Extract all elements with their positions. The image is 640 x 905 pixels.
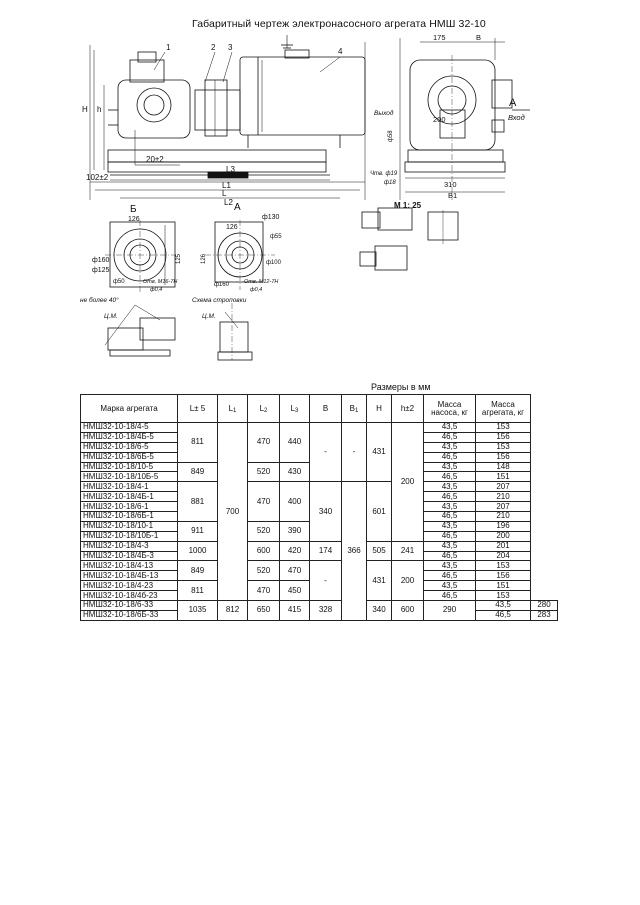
sling-angle: не более 40° [80,297,119,304]
table-cell: 280 [531,601,558,611]
table-cell: 153 [476,561,531,571]
table-row [81,541,558,551]
table-cell: 207 [476,482,531,492]
table-cell: 46,5 [424,512,476,522]
table-cell: 46,5 [424,571,476,581]
table-cell: 210 [476,512,531,522]
dim-f58: ф58 [388,130,394,142]
view-b-dim-50: ф50 [113,279,125,285]
col-l2: $L_2$ [248,395,280,423]
dim-20: 20±2 [146,155,164,164]
table-cell: 650 [248,601,280,621]
table-cell: - [310,423,342,482]
section-a-label: A [509,97,517,109]
dim-l2: L2 [224,198,233,207]
col-h-small: h±2 [392,395,424,423]
table-cell: 811 [178,423,218,463]
sling-title: Схема строповки [192,297,247,304]
table-cell: 46,5 [424,591,476,601]
dim-holes: Чтв. ф19 [370,171,398,177]
end-view [360,33,530,270]
table-cell: 450 [280,581,310,601]
dim-h-label: H [82,105,88,114]
table-cell: 520 [248,561,280,581]
table-cell: 1035 [178,601,218,621]
table-cell: 600 [392,601,424,621]
table-cell: НМШ32-10-18/4-1 [81,482,178,492]
table-header-row [81,395,558,423]
technical-drawing [0,0,640,380]
view-b-dim-126: 126 [128,216,140,223]
table-cell: 431 [367,423,392,482]
sling-cm-1: Ц.М. [104,313,118,320]
table-cell: 470 [248,482,280,522]
table-cell: НМШ32-10-18/6Б-5 [81,452,178,462]
inlet-label: Вход [508,113,525,122]
col-unit-mass: Масса агрегата, кг [476,395,531,423]
table-cell: НМШ32-10-18/4-13 [81,561,178,571]
table-cell: 812 [218,601,248,621]
table-cell: 505 [367,541,392,561]
col-h: H [367,395,392,423]
table-row [81,423,558,433]
view-a-dim-126: 126 [226,224,238,231]
table-cell: 340 [310,482,342,541]
dim-102: 102±2 [86,173,109,182]
table-cell: 520 [248,462,280,482]
table-cell: 201 [476,541,531,551]
table-cell: 46,5 [424,432,476,442]
table-cell: НМШ32-10-18/4-3 [81,541,178,551]
table-cell: НМШ32-10-18/4Б-5 [81,432,178,442]
table-cell: 290 [424,601,476,621]
col-b: B [310,395,342,423]
table-cell: 43,5 [424,521,476,531]
table-cell: 153 [476,442,531,452]
col-l3: $L_3$ [280,395,310,423]
spec-table [80,394,558,621]
view-a-dim-130: ф130 [262,214,280,221]
dim-l3: L3 [226,165,235,174]
view-a-dim-126v: 126 [201,253,207,264]
dim-l1: L1 [222,181,231,190]
table-row [81,482,558,492]
view-a-dim-160: ф160 [214,282,229,288]
dim-175: 175 [433,33,446,42]
table-cell: НМШ32-10-18/10-5 [81,462,178,472]
table-cell: НМШ32-10-18/10-1 [81,521,178,531]
table-cell: 241 [392,541,424,561]
table-cell: 204 [476,551,531,561]
table-cell: НМШ32-10-18/6Б-1 [81,512,178,522]
scale-label: М 1: 25 [394,201,422,210]
sling-scheme [80,296,252,360]
table-row [81,601,558,611]
callout-4: 4 [338,47,343,56]
table-cell: 46,5 [424,551,476,561]
dim-200: 200 [433,115,446,124]
table-cell: 415 [280,601,310,621]
table-cell: 210 [476,492,531,502]
table-cell: 811 [178,581,218,601]
sling-cm-2: Ц.М. [202,313,216,320]
view-b-dim-125v: 125 [176,253,182,264]
view-b-tol: ф0,4 [150,287,163,293]
table-cell: 200 [392,561,424,601]
table-cell: 43,5 [476,601,531,611]
side-view [82,35,365,207]
view-b-holes: Отв. М16-7Н [143,279,178,285]
table-cell: 156 [476,571,531,581]
table-cell: 430 [280,462,310,482]
table-cell: 43,5 [424,442,476,452]
callout-2: 2 [211,43,216,52]
col-l1: $L_1$ [218,395,248,423]
table-cell: 1000 [178,541,218,561]
table-cell: НМШ32-10-18/4Б-1 [81,492,178,502]
col-l: L± 5 [178,395,218,423]
table-cell: 400 [280,482,310,522]
dim-b: B [476,33,482,42]
table-cell: НМШ32-10-18/10Б-1 [81,531,178,541]
table-cell: 151 [476,581,531,591]
table-cell: 156 [476,452,531,462]
table-cell: 470 [248,581,280,601]
table-cell: НМШ32-10-18/6-5 [81,442,178,452]
dim-b1: B1 [448,191,458,200]
table-cell: 46,5 [476,610,531,620]
table-cell: 148 [476,462,531,472]
table-cell: НМШ32-10-18/4-23 [81,581,178,591]
table-cell: 43,5 [424,581,476,591]
table-cell: 340 [367,601,392,621]
table-cell: - [342,423,367,482]
view-a-dim-100: ф100 [266,260,281,266]
table-cell: НМШ32-10-18/4-5 [81,423,178,433]
table-cell: 207 [476,502,531,512]
table-cell: 470 [248,423,280,463]
table-row [81,561,558,571]
table-cell: 46,5 [424,472,476,482]
table-cell: 420 [280,541,310,561]
table-cell: 43,5 [424,462,476,472]
dim-h-small-label: h [97,105,102,114]
table-cell: 849 [178,462,218,482]
col-pump-mass: Масса насоса, кг [424,395,476,423]
view-b-title: Б [130,204,137,215]
table-cell: 156 [476,432,531,442]
callout-3: 3 [228,43,233,52]
table-cell: НМШ32-10-18/10Б-5 [81,472,178,482]
table-cell: НМШ32-10-18/6Б-33 [81,610,178,620]
units-label: Размеры в мм [371,382,431,392]
table-cell: 431 [367,561,392,601]
col-mark: Марка агрегата [81,395,178,423]
table-cell: 911 [178,521,218,541]
table-cell: 200 [392,423,424,542]
callout-1: 1 [166,43,171,52]
table-cell: 43,5 [424,423,476,433]
table-cell: 328 [310,601,342,621]
table-cell: 601 [367,482,392,541]
table-cell: 153 [476,591,531,601]
dim-l: L [222,189,227,198]
table-cell: 366 [342,482,367,620]
table-cell: 174 [310,541,342,561]
outlet-label: Выход [374,110,394,117]
table-cell: 881 [178,482,218,522]
table-cell: НМШ32-10-18/4б-23 [81,591,178,601]
table-cell: 196 [476,521,531,531]
dim-310: 310 [444,180,457,189]
table-cell: 390 [280,521,310,541]
view-b-dim-125: ф125 [92,267,110,274]
table-cell: 46,5 [424,531,476,541]
table-cell: 849 [178,561,218,581]
table-cell: 470 [280,561,310,581]
view-b-dim-160: ф160 [92,257,110,264]
table-cell: - [310,561,342,601]
table-cell: 151 [476,472,531,482]
page-title: Габаритный чертеж электронасосного агрегата НМШ 32-10 [192,18,486,30]
table-cell: 200 [476,531,531,541]
table-cell: НМШ32-10-18/6-1 [81,502,178,512]
dim-f18: ф18 [384,180,396,186]
view-a-dim-55: ф55 [270,234,282,240]
view-a [201,202,282,293]
col-b1: $B_1$ [342,395,367,423]
table-cell: 283 [531,610,558,620]
table-cell: 153 [476,423,531,433]
view-b [92,204,182,293]
table-cell: НМШ32-10-18/4Б-13 [81,571,178,581]
table-cell: 43,5 [424,541,476,551]
table-cell: 700 [218,423,248,601]
table-cell: 600 [248,541,280,561]
view-a-holes: Отв. М12-7Н [244,279,279,285]
view-a-tol: ф0,4 [250,287,263,293]
table-cell: 43,5 [424,502,476,512]
table-cell: 520 [248,521,280,541]
table-cell: 440 [280,423,310,463]
table-cell: 43,5 [424,561,476,571]
table-cell: 46,5 [424,452,476,462]
table-cell: НМШ32-10-18/6-33 [81,601,178,611]
view-a-title: А [234,202,241,213]
table-cell: 46,5 [424,492,476,502]
table-cell: НМШ32-10-18/4Б-3 [81,551,178,561]
table-cell: 43,5 [424,482,476,492]
